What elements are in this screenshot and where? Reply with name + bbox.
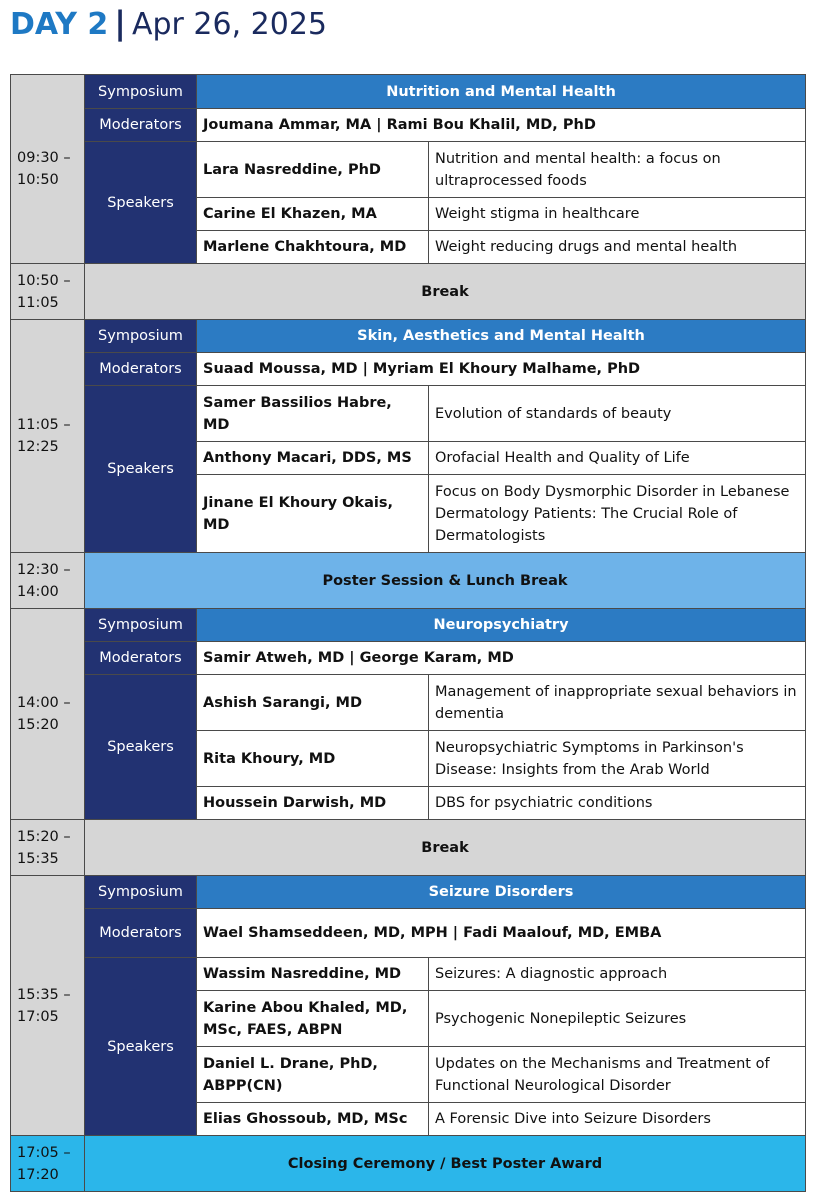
speakers-label: Speakers: [85, 675, 197, 820]
table-row: [11, 386, 806, 442]
session-1-moderators: Joumana Ammar, MA | Rami Bou Khalil, MD, PhD: [197, 109, 806, 142]
table-row: [11, 142, 806, 198]
talk-title: Evolution of standards of beauty: [429, 386, 806, 442]
session-3-symposium-row: [11, 609, 806, 642]
talk-title: Psychogenic Nonepileptic Seizures: [429, 991, 806, 1047]
session-1-moderators-row: [11, 109, 806, 142]
speaker-name: Houssein Darwish, MD: [197, 787, 429, 820]
symposium-label: Symposium: [85, 75, 197, 109]
symposium-label: Symposium: [85, 320, 197, 353]
session-2-symposium-row: [11, 320, 806, 353]
talk-title: DBS for psychiatric conditions: [429, 787, 806, 820]
break-2-label: Break: [85, 820, 806, 876]
session-4-time: 15:35 – 17:05: [11, 876, 85, 1136]
session-2-title: Skin, Aesthetics and Mental Health: [197, 320, 806, 353]
speaker-name: Samer Bassilios Habre, MD: [197, 386, 429, 442]
symposium-label: Symposium: [85, 609, 197, 642]
session-2-moderators-row: [11, 353, 806, 386]
day-label: DAY 2: [10, 7, 109, 42]
header-separator: |: [114, 4, 126, 42]
session-3-time: 14:00 – 15:20: [11, 609, 85, 820]
speaker-name: Jinane El Khoury Okais, MD: [197, 475, 429, 553]
speakers-label: Speakers: [85, 142, 197, 264]
session-4-symposium-row: [11, 876, 806, 909]
closing-label: Closing Ceremony / Best Poster Award: [85, 1136, 806, 1192]
session-2-moderators: Suaad Moussa, MD | Myriam El Khoury Malhame, PhD: [197, 353, 806, 386]
talk-title: Neuropsychiatric Symptoms in Parkinson's Disease: Insights from the Arab World: [429, 731, 806, 787]
speaker-name: Rita Khoury, MD: [197, 731, 429, 787]
session-3-moderators: Samir Atweh, MD | George Karam, MD: [197, 642, 806, 675]
date-label: Apr 26, 2025: [131, 7, 328, 42]
session-2-time: 11:05 – 12:25: [11, 320, 85, 553]
talk-title: Weight stigma in healthcare: [429, 198, 806, 231]
speaker-name: Daniel L. Drane, PhD, ABPP(CN): [197, 1047, 429, 1103]
speaker-name: Lara Nasreddine, PhD: [197, 142, 429, 198]
page-header: [10, 4, 327, 50]
moderators-label: Moderators: [85, 642, 197, 675]
closing-row: [11, 1136, 806, 1192]
break-1-label: Break: [85, 264, 806, 320]
moderators-label: Moderators: [85, 109, 197, 142]
talk-title: Nutrition and mental health: a focus on ultraprocessed foods: [429, 142, 806, 198]
session-4-moderators-row: [11, 909, 806, 958]
table-row: [11, 675, 806, 731]
talk-title: Management of inappropriate sexual behaviors in dementia: [429, 675, 806, 731]
talk-title: Updates on the Mechanisms and Treatment of Functional Neurological Disorder: [429, 1047, 806, 1103]
break-1-time: 10:50 – 11:05: [11, 264, 85, 320]
talk-title: Weight reducing drugs and mental health: [429, 231, 806, 264]
speaker-name: Marlene Chakhtoura, MD: [197, 231, 429, 264]
talk-title: Orofacial Health and Quality of Life: [429, 442, 806, 475]
break-row: [11, 264, 806, 320]
speaker-name: Elias Ghossoub, MD, MSc: [197, 1103, 429, 1136]
break-2-time: 15:20 – 15:35: [11, 820, 85, 876]
session-3-title: Neuropsychiatry: [197, 609, 806, 642]
schedule-table: [10, 74, 806, 1192]
speaker-name: Ashish Sarangi, MD: [197, 675, 429, 731]
table-row: [11, 958, 806, 991]
moderators-label: Moderators: [85, 909, 197, 958]
lunch-time: 12:30 – 14:00: [11, 553, 85, 609]
moderators-label: Moderators: [85, 353, 197, 386]
closing-time: 17:05 – 17:20: [11, 1136, 85, 1192]
speaker-name: Anthony Macari, DDS, MS: [197, 442, 429, 475]
lunch-label: Poster Session & Lunch Break: [85, 553, 806, 609]
talk-title: Seizures: A diagnostic approach: [429, 958, 806, 991]
session-3-moderators-row: [11, 642, 806, 675]
speakers-label: Speakers: [85, 386, 197, 553]
symposium-label: Symposium: [85, 876, 197, 909]
speaker-name: Carine El Khazen, MA: [197, 198, 429, 231]
lunch-row: [11, 553, 806, 609]
break-row: [11, 820, 806, 876]
session-1-symposium-row: [11, 75, 806, 109]
speakers-label: Speakers: [85, 958, 197, 1136]
talk-title: A Forensic Dive into Seizure Disorders: [429, 1103, 806, 1136]
speaker-name: Wassim Nasreddine, MD: [197, 958, 429, 991]
session-4-title: Seizure Disorders: [197, 876, 806, 909]
session-4-moderators: Wael Shamseddeen, MD, MPH | Fadi Maalouf, MD, EMBA: [197, 909, 806, 958]
session-1-title: Nutrition and Mental Health: [197, 75, 806, 109]
speaker-name: Karine Abou Khaled, MD, MSc, FAES, ABPN: [197, 991, 429, 1047]
talk-title: Focus on Body Dysmorphic Disorder in Lebanese Dermatology Patients: The Crucial Role of Dermatologists: [429, 475, 806, 553]
session-1-time: 09:30 – 10:50: [11, 75, 85, 264]
